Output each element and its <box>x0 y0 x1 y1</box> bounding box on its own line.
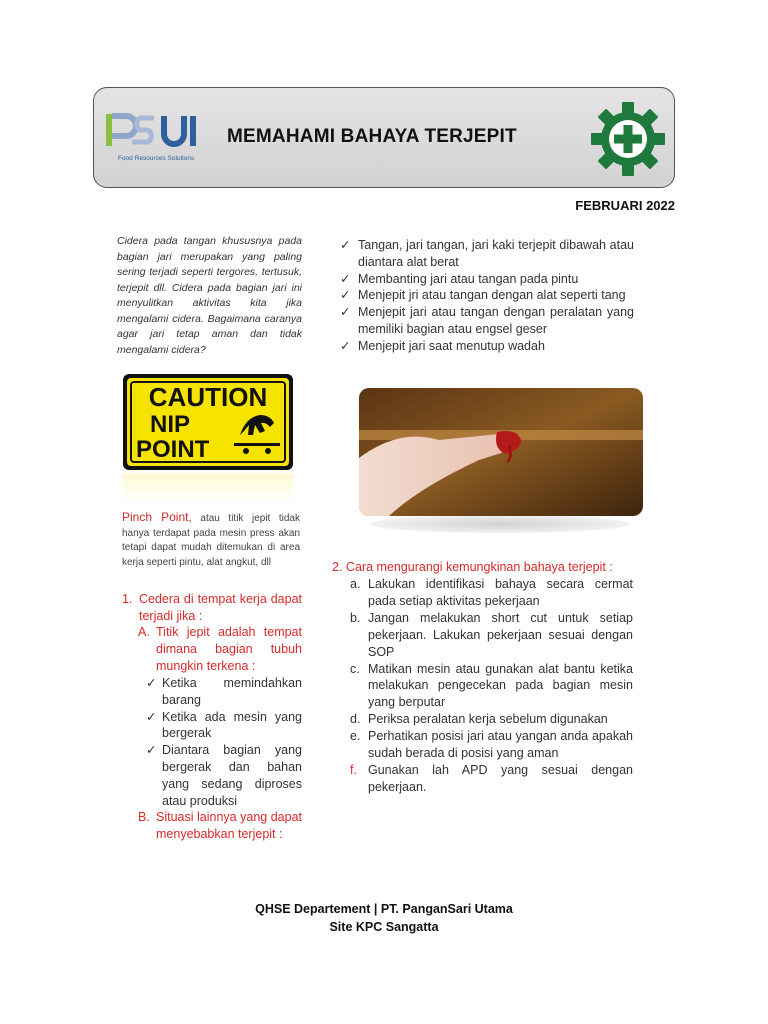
section2-title: Cara mengurangi kemungkinan bahaya terjepit : <box>345 560 613 574</box>
list-item: ✓ Menjepit jari atau tangan dengan peralatan yang memiliki bagian atau engsel geser <box>340 305 634 336</box>
pinch-point-text: atau titik jepit tidak hanya terdapat pada mesin press akan tetapi dapat mudah ditemukan di area kerja seperti pintu, alat angkut, dll <box>122 513 300 568</box>
check-icon: ✓ <box>340 271 351 286</box>
list-item: ✓ Diantara bagian yang bergerak dan bahan yang sedang diproses atau produksi <box>146 743 302 808</box>
section1-heading <box>122 591 302 625</box>
footer <box>0 900 768 936</box>
sign-reflection <box>122 473 294 503</box>
pinch-point-term: Pinch Point, <box>122 510 192 524</box>
svg-text:Food Resources Solutions: Food Resources Solutions <box>118 155 195 162</box>
section2-list <box>350 576 633 796</box>
list-item: ✓ Tangan, jari tangan, jari kaki terjepit dibawah atau diantara alat berat <box>340 238 634 269</box>
check-icon: ✓ <box>146 676 157 690</box>
sub-b-letter: B. <box>138 810 150 824</box>
section2-number: 2. <box>332 560 343 574</box>
svg-text:NIP: NIP <box>150 411 191 438</box>
section1-sub-b <box>138 809 302 843</box>
list-item: ✓ Menjepit jari saat menutup wadah <box>340 338 545 353</box>
issue-date: FEBRUARI 2022 <box>575 198 675 213</box>
section1-number: 1. <box>122 592 133 606</box>
svg-text:CAUTION: CAUTION <box>148 382 268 412</box>
sub-a-letter: A. <box>138 625 150 639</box>
list-item: f. Gunakan lah APD yang sesuai dengan pekerjaan. <box>350 762 633 794</box>
list-item: b. Jangan melakukan short cut untuk setiap pekerjaan. Lakukan pekerjaan sesuai dengan SOP <box>350 610 633 659</box>
sub-b-text: Situasi lainnya yang dapat menyebabkan terjepit : <box>156 810 302 841</box>
svg-text:POINT: POINT <box>136 436 210 463</box>
list-item: d. Periksa peralatan kerja sebelum digunakan <box>350 712 608 727</box>
intro-paragraph: Cidera pada tangan khususnya pada bagian jari merupakan yang paling sering terjadi seperti tergores, tertusuk, terjepit dll. Cidera pada bagian jari ini menyulitkan aktivitas kita jika mengalami cidera. Bagaimana caranya agar jari tetap aman dan tidak mengalami cidera? <box>117 235 302 356</box>
list-item: e. Perhatikan posisi jari atau yangan anda apakah sudah berada di posisi yang aman <box>350 729 633 761</box>
caution-nip-point-sign <box>122 373 294 471</box>
check-icon: ✓ <box>340 305 351 320</box>
list-item: a. Lakukan identifikasi bahaya secara cermat pada setiap aktivitas pekerjaan <box>350 577 633 608</box>
right-checklist <box>340 237 634 355</box>
gear-cross-icon <box>590 101 666 177</box>
sub-a-text: Titik jepit adalah tempat dimana bagian tubuh mungkin terkena : <box>156 625 302 673</box>
list-item: ✓ Membanting jari atau tangan pada pintu <box>340 271 579 286</box>
footer-department: QHSE Departement | PT. PanganSari Utama <box>255 902 513 916</box>
section2-heading <box>332 559 642 576</box>
section1-sub-a <box>138 624 302 675</box>
check-icon: ✓ <box>340 338 351 353</box>
section1-title: Cedera di tempat kerja dapat terjadi jika : <box>139 592 302 623</box>
psu-logo <box>104 110 200 166</box>
check-icon: ✓ <box>146 743 157 758</box>
section1-checklist <box>146 675 302 809</box>
check-icon: ✓ <box>340 238 351 252</box>
list-item: c. Matikan mesin atau gunakan alat bantu ketika melakukan pengecekan pada bagian mesin yang berputar <box>350 661 633 710</box>
pinch-point-paragraph <box>122 510 300 570</box>
pinched-finger-photo <box>359 388 643 516</box>
check-icon: ✓ <box>146 709 157 724</box>
footer-site: Site KPC Sangatta <box>329 920 439 934</box>
page-title: MEMAHAMI BAHAYA TERJEPIT <box>227 126 517 147</box>
photo-shadow <box>370 515 630 533</box>
check-icon: ✓ <box>340 288 351 303</box>
list-item: ✓ Ketika memindahkan barang <box>146 676 302 707</box>
list-item: ✓ Menjepit jri atau tangan dengan alat seperti tang <box>340 288 626 303</box>
list-item: ✓ Ketika ada mesin yang bergerak <box>146 709 302 741</box>
